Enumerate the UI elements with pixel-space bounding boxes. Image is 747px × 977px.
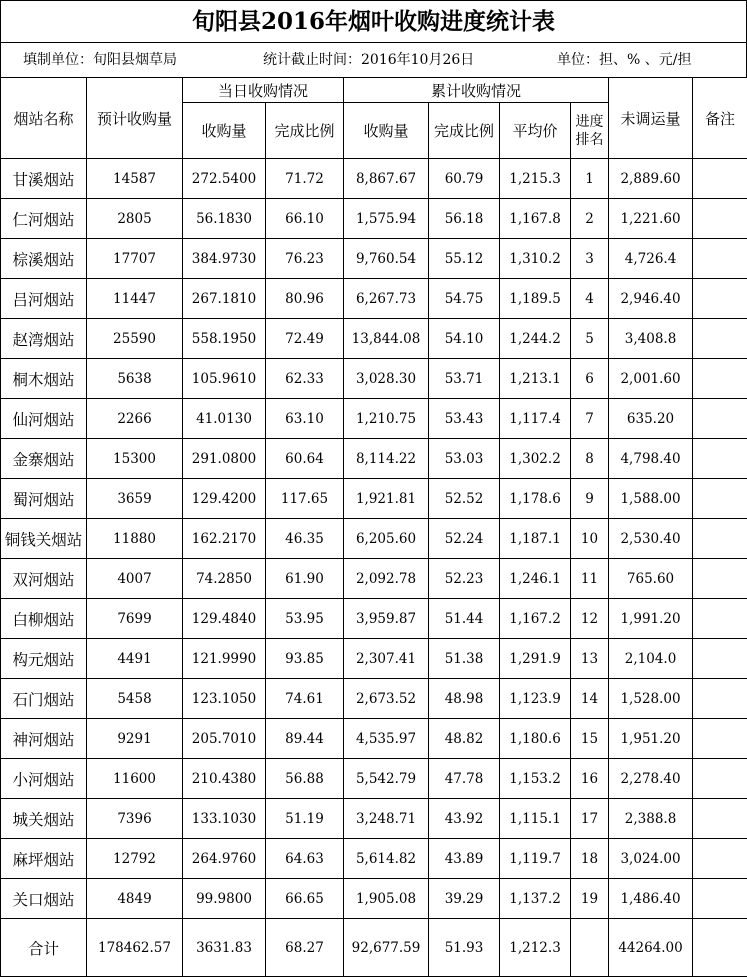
station-name-cell: 构元烟站 xyxy=(1,639,87,679)
cum-amount-cell: 3,959.87 xyxy=(344,599,429,639)
untransferred-cell: 4,726.4 xyxy=(609,239,693,279)
header-untransferred: 未调运量 xyxy=(609,78,693,159)
daily-ratio-cell: 80.96 xyxy=(266,279,344,319)
avg-price-cell: 1,137.2 xyxy=(500,879,571,919)
cum-amount-cell: 6,267.73 xyxy=(344,279,429,319)
rank-cell: 9 xyxy=(571,479,609,519)
planned-cell: 9291 xyxy=(87,719,183,759)
daily-amount-cell: 267.1810 xyxy=(183,279,266,319)
rank-cell: 15 xyxy=(571,719,609,759)
station-name-cell: 神河烟站 xyxy=(1,719,87,759)
remarks-cell xyxy=(693,279,747,319)
daily-ratio-cell: 66.10 xyxy=(266,199,344,239)
cum-ratio-cell: 48.82 xyxy=(429,719,500,759)
header-avg-price: 平均价 xyxy=(500,103,571,159)
planned-cell: 5638 xyxy=(87,359,183,399)
station-name-cell: 铜钱关烟站 xyxy=(1,519,87,559)
remarks-cell xyxy=(693,319,747,359)
planned-cell: 15300 xyxy=(87,439,183,479)
table-row xyxy=(1,679,747,719)
daily-amount-cell: 210.4380 xyxy=(183,759,266,799)
cum-amount-cell: 1,921.81 xyxy=(344,479,429,519)
avg-price-cell: 1,117.4 xyxy=(500,399,571,439)
total-label: 合计 xyxy=(1,919,87,977)
cum-ratio-cell: 52.23 xyxy=(429,559,500,599)
untransferred-cell: 2,278.40 xyxy=(609,759,693,799)
daily-amount-cell: 74.2850 xyxy=(183,559,266,599)
untransferred-cell: 1,951.20 xyxy=(609,719,693,759)
daily-amount-cell: 56.1830 xyxy=(183,199,266,239)
daily-ratio-cell: 89.44 xyxy=(266,719,344,759)
rank-cell: 1 xyxy=(571,159,609,199)
cum-ratio-cell: 56.18 xyxy=(429,199,500,239)
total-untransferred: 44264.00 xyxy=(609,919,693,977)
rank-cell: 4 xyxy=(571,279,609,319)
rank-cell: 11 xyxy=(571,559,609,599)
untransferred-cell: 2,001.60 xyxy=(609,359,693,399)
table-row xyxy=(1,759,747,799)
purchase-progress-table xyxy=(0,77,747,977)
station-name-cell: 关口烟站 xyxy=(1,879,87,919)
untransferred-cell: 3,024.00 xyxy=(609,839,693,879)
rank-cell: 18 xyxy=(571,839,609,879)
total-cum-ratio: 51.93 xyxy=(429,919,500,977)
table-row xyxy=(1,799,747,839)
cum-amount-cell: 5,542.79 xyxy=(344,759,429,799)
daily-amount-cell: 384.9730 xyxy=(183,239,266,279)
header-daily-ratio: 完成比例 xyxy=(266,103,344,159)
avg-price-cell: 1,189.5 xyxy=(500,279,571,319)
table-row xyxy=(1,319,747,359)
total-avg-price: 1,212.3 xyxy=(500,919,571,977)
statistics-deadline: 统计截止时间：2016年10月26日 xyxy=(263,52,475,68)
daily-amount-cell: 272.5400 xyxy=(183,159,266,199)
daily-ratio-cell: 63.10 xyxy=(266,399,344,439)
station-name-cell: 白柳烟站 xyxy=(1,599,87,639)
total-remarks xyxy=(693,919,747,977)
untransferred-cell: 765.60 xyxy=(609,559,693,599)
total-planned: 178462.57 xyxy=(87,919,183,977)
header-daily-amount: 收购量 xyxy=(183,103,266,159)
units-note: 单位：担、% 、元/担 xyxy=(557,52,692,68)
station-name-cell: 石门烟站 xyxy=(1,679,87,719)
remarks-cell xyxy=(693,599,747,639)
station-name-cell: 双河烟站 xyxy=(1,559,87,599)
table-row xyxy=(1,719,747,759)
avg-price-cell: 1,244.2 xyxy=(500,319,571,359)
cum-amount-cell: 1,575.94 xyxy=(344,199,429,239)
planned-cell: 11447 xyxy=(87,279,183,319)
untransferred-cell: 635.20 xyxy=(609,399,693,439)
station-name-cell: 蜀河烟站 xyxy=(1,479,87,519)
daily-ratio-cell: 74.61 xyxy=(266,679,344,719)
station-name-cell: 吕河烟站 xyxy=(1,279,87,319)
cum-amount-cell: 3,248.71 xyxy=(344,799,429,839)
planned-cell: 14587 xyxy=(87,159,183,199)
planned-cell: 2266 xyxy=(87,399,183,439)
daily-ratio-cell: 117.65 xyxy=(266,479,344,519)
avg-price-cell: 1,310.2 xyxy=(500,239,571,279)
daily-amount-cell: 264.9760 xyxy=(183,839,266,879)
table-row xyxy=(1,559,747,599)
rank-cell: 12 xyxy=(571,599,609,639)
avg-price-cell: 1,123.9 xyxy=(500,679,571,719)
remarks-cell xyxy=(693,519,747,559)
planned-cell: 7396 xyxy=(87,799,183,839)
cum-amount-cell: 8,867.67 xyxy=(344,159,429,199)
avg-price-cell: 1,246.1 xyxy=(500,559,571,599)
station-name-cell: 城关烟站 xyxy=(1,799,87,839)
remarks-cell xyxy=(693,879,747,919)
daily-amount-cell: 121.9990 xyxy=(183,639,266,679)
cum-ratio-cell: 53.03 xyxy=(429,439,500,479)
header-cum-amount: 收购量 xyxy=(344,103,429,159)
remarks-cell xyxy=(693,759,747,799)
station-name-cell: 桐木烟站 xyxy=(1,359,87,399)
planned-cell: 25590 xyxy=(87,319,183,359)
station-name-cell: 仁河烟站 xyxy=(1,199,87,239)
cum-amount-cell: 1,210.75 xyxy=(344,399,429,439)
table-row xyxy=(1,639,747,679)
cum-ratio-cell: 54.75 xyxy=(429,279,500,319)
rank-cell: 5 xyxy=(571,319,609,359)
cum-ratio-cell: 43.89 xyxy=(429,839,500,879)
cum-amount-cell: 13,844.08 xyxy=(344,319,429,359)
remarks-cell xyxy=(693,719,747,759)
daily-amount-cell: 291.0800 xyxy=(183,439,266,479)
table-row xyxy=(1,359,747,399)
rank-cell: 2 xyxy=(571,199,609,239)
cum-amount-cell: 9,760.54 xyxy=(344,239,429,279)
daily-ratio-cell: 62.33 xyxy=(266,359,344,399)
avg-price-cell: 1,180.6 xyxy=(500,719,571,759)
avg-price-cell: 1,115.1 xyxy=(500,799,571,839)
daily-ratio-cell: 72.49 xyxy=(266,319,344,359)
avg-price-cell: 1,213.1 xyxy=(500,359,571,399)
rank-cell: 3 xyxy=(571,239,609,279)
table-row xyxy=(1,479,747,519)
planned-cell: 4491 xyxy=(87,639,183,679)
cum-amount-cell: 2,307.41 xyxy=(344,639,429,679)
station-name-cell: 棕溪烟站 xyxy=(1,239,87,279)
rank-cell: 8 xyxy=(571,439,609,479)
cum-amount-cell: 6,205.60 xyxy=(344,519,429,559)
daily-ratio-cell: 66.65 xyxy=(266,879,344,919)
daily-amount-cell: 41.0130 xyxy=(183,399,266,439)
header-station: 烟站名称 xyxy=(1,78,87,159)
rank-cell: 16 xyxy=(571,759,609,799)
remarks-cell xyxy=(693,239,747,279)
cum-ratio-cell: 53.43 xyxy=(429,399,500,439)
cum-ratio-cell: 43.92 xyxy=(429,799,500,839)
planned-cell: 5458 xyxy=(87,679,183,719)
rank-cell: 10 xyxy=(571,519,609,559)
table-row xyxy=(1,279,747,319)
cum-amount-cell: 8,114.22 xyxy=(344,439,429,479)
daily-amount-cell: 205.7010 xyxy=(183,719,266,759)
table-row xyxy=(1,159,747,199)
cum-ratio-cell: 47.78 xyxy=(429,759,500,799)
daily-amount-cell: 105.9610 xyxy=(183,359,266,399)
header-rank: 进度排名 xyxy=(571,103,609,159)
total-row xyxy=(1,919,747,977)
cum-ratio-cell: 55.12 xyxy=(429,239,500,279)
table-row xyxy=(1,879,747,919)
table-row xyxy=(1,839,747,879)
total-rank xyxy=(571,919,609,977)
planned-cell: 17707 xyxy=(87,239,183,279)
header-cum-ratio: 完成比例 xyxy=(429,103,500,159)
station-name-cell: 小河烟站 xyxy=(1,759,87,799)
planned-cell: 4007 xyxy=(87,559,183,599)
cum-amount-cell: 4,535.97 xyxy=(344,719,429,759)
daily-ratio-cell: 56.88 xyxy=(266,759,344,799)
daily-ratio-cell: 60.64 xyxy=(266,439,344,479)
daily-amount-cell: 133.1030 xyxy=(183,799,266,839)
cum-ratio-cell: 51.44 xyxy=(429,599,500,639)
total-cum-amount: 92,677.59 xyxy=(344,919,429,977)
table-row xyxy=(1,199,747,239)
cum-ratio-cell: 53.71 xyxy=(429,359,500,399)
planned-cell: 12792 xyxy=(87,839,183,879)
remarks-cell xyxy=(693,479,747,519)
avg-price-cell: 1,153.2 xyxy=(500,759,571,799)
cum-ratio-cell: 52.24 xyxy=(429,519,500,559)
remarks-cell xyxy=(693,399,747,439)
untransferred-cell: 1,991.20 xyxy=(609,599,693,639)
header-cumulative-group: 累计收购情况 xyxy=(344,78,609,103)
daily-ratio-cell: 61.90 xyxy=(266,559,344,599)
remarks-cell xyxy=(693,559,747,599)
total-daily-ratio: 68.27 xyxy=(266,919,344,977)
remarks-cell xyxy=(693,439,747,479)
avg-price-cell: 1,215.3 xyxy=(500,159,571,199)
cum-ratio-cell: 52.52 xyxy=(429,479,500,519)
cum-ratio-cell: 39.29 xyxy=(429,879,500,919)
daily-amount-cell: 162.2170 xyxy=(183,519,266,559)
header-row-1 xyxy=(1,78,747,103)
station-name-cell: 赵湾烟站 xyxy=(1,319,87,359)
remarks-cell xyxy=(693,639,747,679)
avg-price-cell: 1,167.8 xyxy=(500,199,571,239)
daily-amount-cell: 558.1950 xyxy=(183,319,266,359)
daily-ratio-cell: 53.95 xyxy=(266,599,344,639)
table-row xyxy=(1,439,747,479)
remarks-cell xyxy=(693,159,747,199)
untransferred-cell: 2,388.8 xyxy=(609,799,693,839)
report-info-bar xyxy=(0,42,747,77)
rank-cell: 17 xyxy=(571,799,609,839)
untransferred-cell: 2,530.40 xyxy=(609,519,693,559)
table-body xyxy=(1,159,747,919)
remarks-cell xyxy=(693,199,747,239)
header-planned: 预计收购量 xyxy=(87,78,183,159)
cum-amount-cell: 3,028.30 xyxy=(344,359,429,399)
daily-ratio-cell: 46.35 xyxy=(266,519,344,559)
rank-cell: 19 xyxy=(571,879,609,919)
daily-amount-cell: 129.4200 xyxy=(183,479,266,519)
station-name-cell: 仙河烟站 xyxy=(1,399,87,439)
planned-cell: 11880 xyxy=(87,519,183,559)
planned-cell: 3659 xyxy=(87,479,183,519)
daily-ratio-cell: 51.19 xyxy=(266,799,344,839)
table-row xyxy=(1,239,747,279)
untransferred-cell: 2,889.60 xyxy=(609,159,693,199)
cum-amount-cell: 1,905.08 xyxy=(344,879,429,919)
header-daily-group: 当日收购情况 xyxy=(183,78,344,103)
rank-cell: 14 xyxy=(571,679,609,719)
daily-ratio-cell: 76.23 xyxy=(266,239,344,279)
untransferred-cell: 1,528.00 xyxy=(609,679,693,719)
station-name-cell: 金寨烟站 xyxy=(1,439,87,479)
planned-cell: 7699 xyxy=(87,599,183,639)
avg-price-cell: 1,291.9 xyxy=(500,639,571,679)
header-remarks: 备注 xyxy=(693,78,747,159)
daily-ratio-cell: 64.63 xyxy=(266,839,344,879)
rank-cell: 7 xyxy=(571,399,609,439)
daily-amount-cell: 99.9800 xyxy=(183,879,266,919)
rank-cell: 13 xyxy=(571,639,609,679)
cum-amount-cell: 2,092.78 xyxy=(344,559,429,599)
rank-cell: 6 xyxy=(571,359,609,399)
station-name-cell: 甘溪烟站 xyxy=(1,159,87,199)
planned-cell: 4849 xyxy=(87,879,183,919)
untransferred-cell: 1,588.00 xyxy=(609,479,693,519)
untransferred-cell: 3,408.8 xyxy=(609,319,693,359)
avg-price-cell: 1,187.1 xyxy=(500,519,571,559)
table-row xyxy=(1,399,747,439)
untransferred-cell: 2,946.40 xyxy=(609,279,693,319)
report-title: 旬阳县2016年烟叶收购进度统计表 xyxy=(0,0,747,42)
total-daily-amount: 3631.83 xyxy=(183,919,266,977)
remarks-cell xyxy=(693,359,747,399)
daily-amount-cell: 129.4840 xyxy=(183,599,266,639)
cum-amount-cell: 5,614.82 xyxy=(344,839,429,879)
avg-price-cell: 1,119.7 xyxy=(500,839,571,879)
avg-price-cell: 1,178.6 xyxy=(500,479,571,519)
cum-ratio-cell: 48.98 xyxy=(429,679,500,719)
avg-price-cell: 1,302.2 xyxy=(500,439,571,479)
untransferred-cell: 4,798.40 xyxy=(609,439,693,479)
daily-ratio-cell: 93.85 xyxy=(266,639,344,679)
cum-ratio-cell: 60.79 xyxy=(429,159,500,199)
untransferred-cell: 1,486.40 xyxy=(609,879,693,919)
table-row xyxy=(1,519,747,559)
untransferred-cell: 1,221.60 xyxy=(609,199,693,239)
avg-price-cell: 1,167.2 xyxy=(500,599,571,639)
cum-ratio-cell: 51.38 xyxy=(429,639,500,679)
planned-cell: 2805 xyxy=(87,199,183,239)
planned-cell: 11600 xyxy=(87,759,183,799)
daily-ratio-cell: 71.72 xyxy=(266,159,344,199)
daily-amount-cell: 123.1050 xyxy=(183,679,266,719)
table-row xyxy=(1,599,747,639)
remarks-cell xyxy=(693,679,747,719)
station-name-cell: 麻坪烟站 xyxy=(1,839,87,879)
cum-ratio-cell: 54.10 xyxy=(429,319,500,359)
remarks-cell xyxy=(693,799,747,839)
remarks-cell xyxy=(693,839,747,879)
reporting-unit: 填制单位：旬阳县烟草局 xyxy=(23,52,177,68)
cum-amount-cell: 2,673.52 xyxy=(344,679,429,719)
untransferred-cell: 2,104.0 xyxy=(609,639,693,679)
